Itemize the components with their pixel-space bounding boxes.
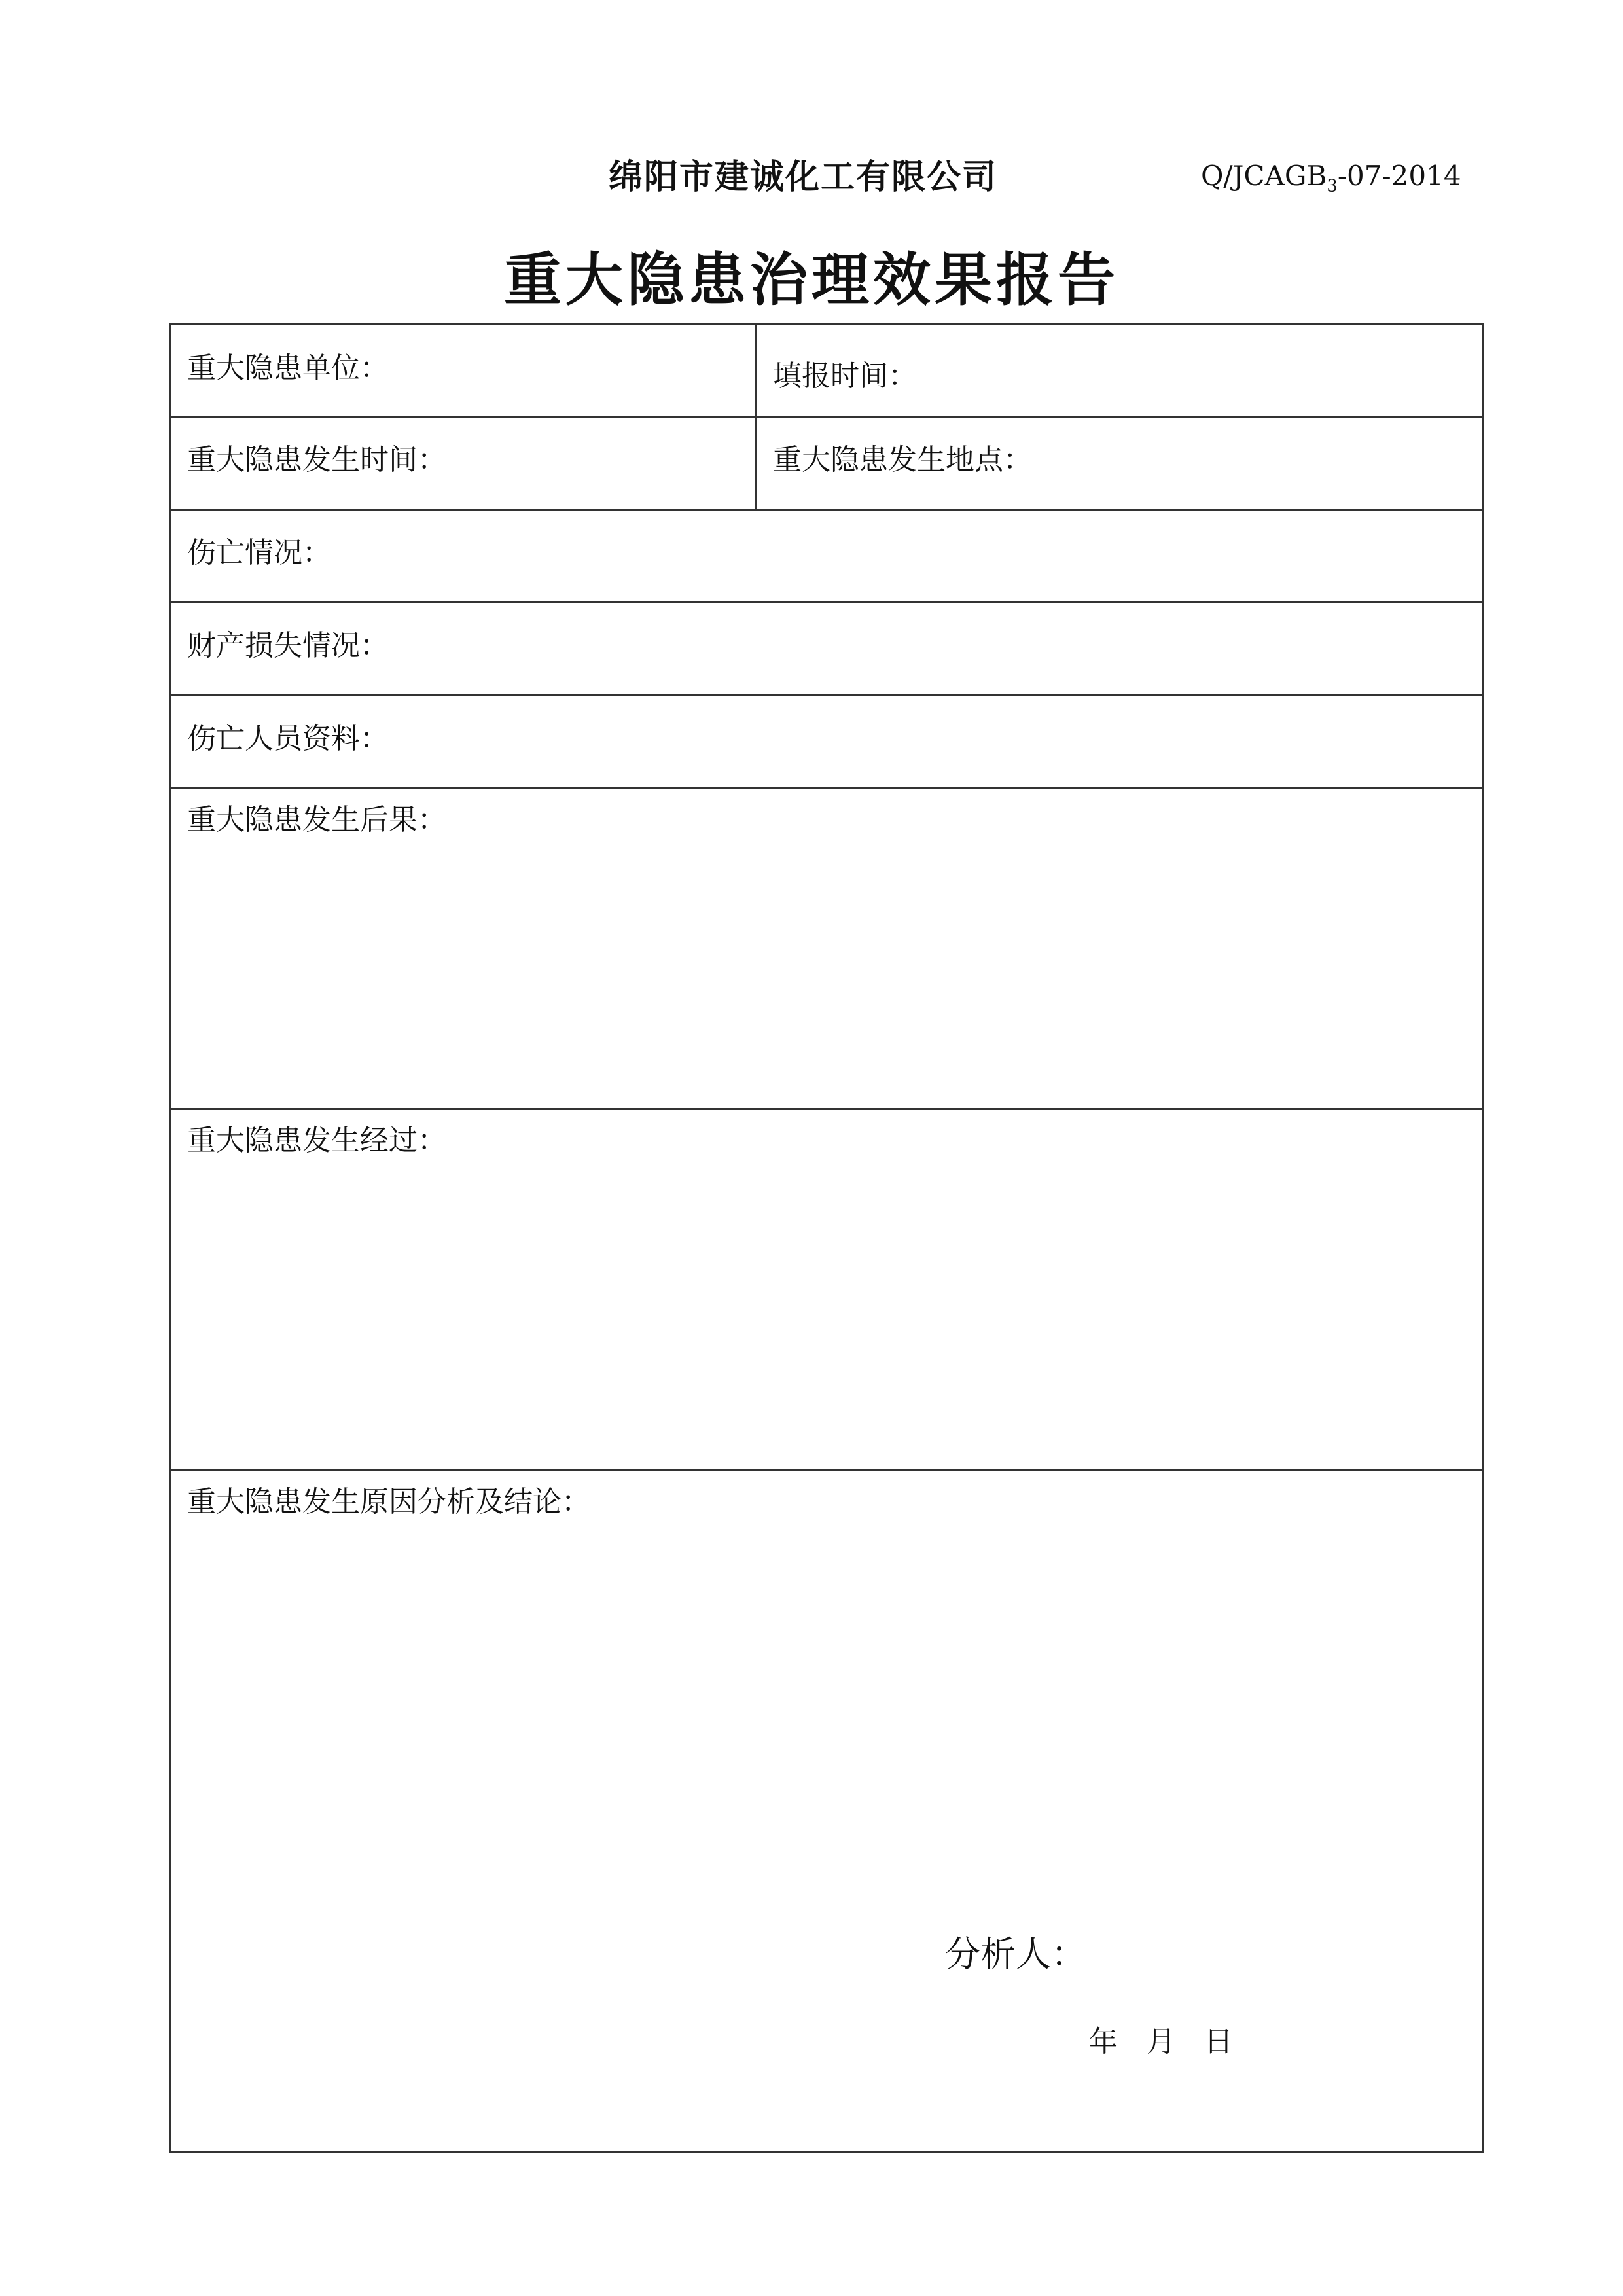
date-label: 年 月 日	[1089, 2025, 1233, 2058]
report-form	[169, 323, 1484, 2153]
analyst-label: 分析人：	[945, 1933, 1086, 1975]
casualty-info-label: 伤亡人员资料：	[187, 722, 389, 755]
row-casualty-info	[171, 696, 1482, 789]
casualty-info-cell[interactable]	[171, 696, 1482, 787]
occur-time-cell[interactable]	[171, 418, 757, 509]
row-casualty	[171, 511, 1482, 603]
cause-analysis-cell[interactable]	[171, 1471, 1482, 2151]
row-consequence	[171, 789, 1482, 1110]
row-property-loss	[171, 603, 1482, 696]
row-cause-analysis	[171, 1471, 1482, 2151]
row-process	[171, 1110, 1482, 1471]
report-time-cell[interactable]	[757, 325, 1482, 416]
occur-place-label: 重大隐患发生地点：	[773, 443, 1032, 476]
property-loss-cell[interactable]	[171, 603, 1482, 694]
row-unit-report-time	[171, 325, 1482, 418]
property-loss-label: 财产损失情况：	[187, 629, 389, 662]
casualty-cell[interactable]	[171, 511, 1482, 601]
occur-place-cell[interactable]	[757, 418, 1482, 509]
process-label: 重大隐患发生经过：	[187, 1124, 446, 1157]
process-cell[interactable]	[171, 1110, 1482, 1469]
casualty-label: 伤亡情况：	[187, 536, 331, 569]
report-time-label: 填报时间：	[773, 359, 917, 393]
page-title: 重大隐患治理效果报告	[503, 245, 1119, 314]
consequence-cell[interactable]	[171, 789, 1482, 1108]
row-occur-time-place	[171, 418, 1482, 511]
unit-cell[interactable]	[171, 325, 757, 416]
company-name: 绵阳市建诚化工有限公司	[609, 157, 998, 197]
unit-label: 重大隐患单位：	[187, 351, 389, 385]
document-number	[1201, 160, 1461, 196]
cause-label: 重大隐患发生原因分析及结论：	[187, 1485, 590, 1518]
occur-time-label: 重大隐患发生时间：	[187, 443, 446, 476]
document-number-prefix: Q/JCAGB	[1201, 160, 1327, 192]
document-number-subscript: 3	[1327, 176, 1338, 196]
consequence-label: 重大隐患发生后果：	[187, 803, 446, 836]
document-number-suffix: -07-2014	[1337, 160, 1461, 192]
